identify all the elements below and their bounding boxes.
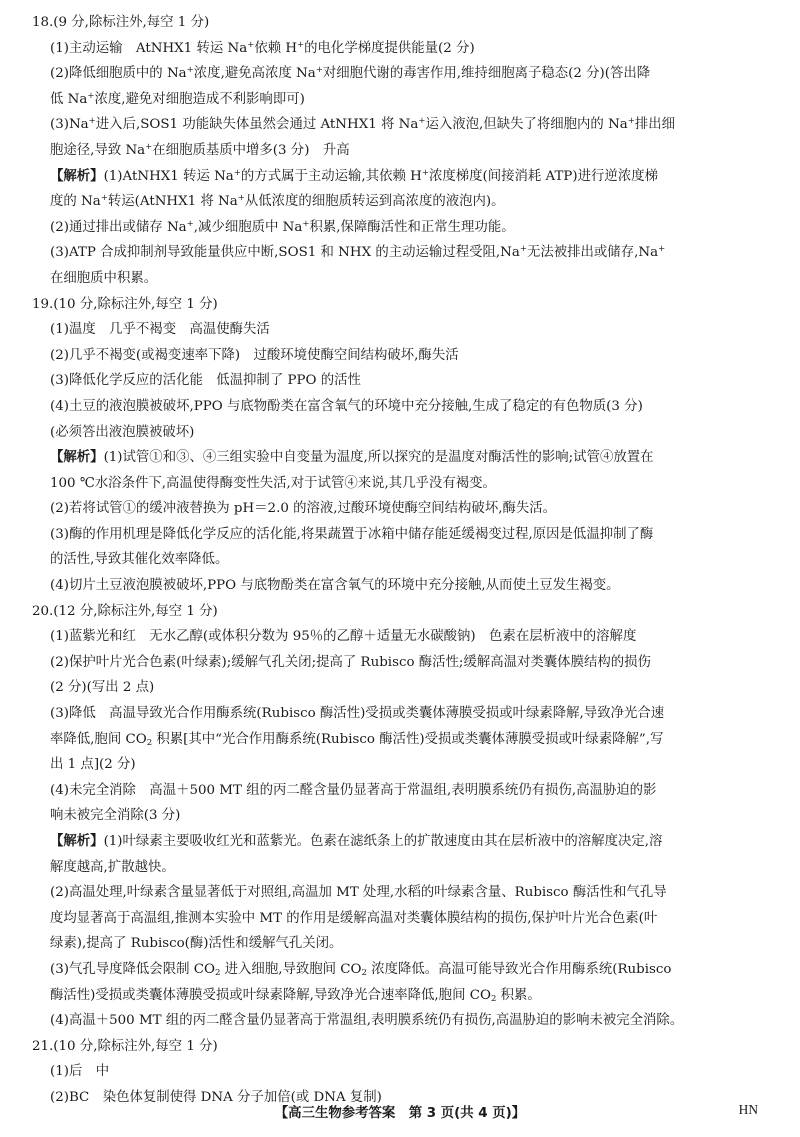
- answer-line: [32, 189, 780, 215]
- line-text: 解度越高,扩散越快。: [50, 859, 175, 875]
- answer-line: [32, 36, 780, 62]
- line-text: (1)后 中: [50, 1064, 110, 1080]
- line-text: (4)土豆的液泡膜被破坏,PPO 与底物酚类在富含氧气的环境中充分接触,生成了稳定的有色物质(3 分): [50, 398, 643, 414]
- line-text: 的活性,导致其催化效率降低。: [50, 552, 229, 568]
- answer-key-body: [32, 10, 780, 1111]
- answer-line: [32, 10, 780, 36]
- line-text: (3)Na+进入后,SOS1 功能缺失体虽然会通过 AtNHX1 将 Na+运入液泡,但缺失了将细胞内的 Na+排出细: [50, 116, 676, 133]
- line-text: 18.(9 分,除标注外,每空 1 分): [32, 15, 210, 30]
- line-text: (3)酶的作用机理是降低化学反应的活化能,将果蔬置于冰箱中储存能延缓褐变过程,原因是低温抑制了酶: [50, 526, 654, 542]
- answer-line: [32, 650, 780, 676]
- answer-line: [32, 931, 780, 957]
- answer-line: [32, 855, 780, 881]
- answer-line: [32, 138, 780, 164]
- footer-region-code: HN: [738, 1102, 758, 1117]
- line-text: 出 1 点](2 分): [50, 757, 136, 773]
- answer-line: [32, 957, 780, 983]
- answer-line: [32, 1008, 780, 1034]
- line-text: (1)叶绿素主要吸收红光和蓝紫光。色素在滤纸条上的扩散速度由其在层析液中的溶解度决定,溶: [103, 834, 663, 849]
- analysis-line: [32, 829, 780, 855]
- answer-line: [32, 292, 780, 318]
- analysis-line: [32, 164, 780, 190]
- answer-line: [32, 983, 780, 1009]
- line-text: (4)切片土豆液泡膜被破坏,PPO 与底物酚类在富含氧气的环境中充分接触,从而使土豆发生褐变。: [50, 578, 620, 594]
- answer-line: [32, 624, 780, 650]
- analysis-tag: 【解析】: [50, 450, 104, 466]
- answer-line: [32, 61, 780, 87]
- line-text: 度的 Na+转运(AtNHX1 将 Na+从低浓度的细胞质转运到高浓度的液泡内)。: [50, 193, 505, 210]
- answer-line: [32, 215, 780, 241]
- line-text: (1)试管①和③、④三组实验中自变量为温度,所以探究的是温度对酶活性的影响;试管④放置在: [103, 450, 654, 466]
- line-text: (2)BC 染色体复制使得 DNA 分子加倍(或 DNA 复制): [50, 1089, 382, 1105]
- answer-line: [32, 752, 780, 778]
- line-text: (3)降低 高温导致光合作用酶系统(Rubisco 酶活性)受损或类囊体薄膜受损或叶绿素降解,导致净光合速: [50, 706, 665, 722]
- answer-line: [32, 599, 780, 625]
- answer-line: [32, 420, 780, 446]
- line-text: (3)ATP 合成抑制剂导致能量供应中断,SOS1 和 NHX 的主动运输过程受阻,Na+无法被排出或储存,Na+: [50, 244, 666, 261]
- line-text: (2 分)(写出 2 点): [50, 680, 155, 696]
- footer-page-info: 【高三生物参考答案 第 3 页(共 4 页)】: [274, 1106, 526, 1121]
- line-text: (3)降低化学反应的活化能 低温抑制了 PPO 的活性: [50, 373, 361, 389]
- line-text: (4)高温＋500 MT 组的丙二醛含量仍显著高于常温组,表明膜系统仍有损伤,高温胁迫的影响未被完全消除。: [50, 1013, 684, 1029]
- answer-line: [32, 368, 780, 394]
- line-text: 胞途径,导致 Na+在细胞质基质中增多(3 分) 升高: [50, 141, 350, 158]
- line-text: (2)降低细胞质中的 Na+浓度,避免高浓度 Na+对细胞代谢的毒害作用,维持细胞离子稳态(2 分)(答出降: [50, 65, 651, 82]
- line-text: (1)AtNHX1 转运 Na+的方式属于主动运输,其依赖 H+浓度梯度(间接消耗 ATP)进行逆浓度梯: [103, 167, 658, 184]
- line-text: 度均显著高于高温组,推测本实验中 MT 的作用是缓解高温对类囊体膜结构的损伤,保护叶片光合色素(叶: [50, 910, 658, 926]
- answer-line: [32, 87, 780, 113]
- answer-line: [32, 394, 780, 420]
- line-text: (2)若将试管①的缓冲液替换为 pH＝2.0 的溶液,过酸环境使酶空间结构破坏,酶失活。: [50, 501, 557, 517]
- line-text: (1)温度 几乎不褐变 高温使酶失活: [50, 322, 270, 338]
- line-text: 19.(10 分,除标注外,每空 1 分): [32, 296, 218, 312]
- answer-line: [32, 266, 780, 292]
- answer-line: [32, 803, 780, 829]
- line-text: 20.(12 分,除标注外,每空 1 分): [32, 603, 218, 619]
- answer-line: [32, 317, 780, 343]
- line-text: 酶活性)受损或类囊体薄膜受损或叶绿素降解,导致净光合速率降低,胞间 $CO_2$ 积累。: [50, 987, 541, 1004]
- answer-line: [32, 112, 780, 138]
- line-text: 100 ℃水浴条件下,高温使得酶变性失活,对于试管④来说,其几乎没有褐变。: [50, 475, 496, 491]
- line-text: (必须答出液泡膜被破坏): [50, 424, 195, 440]
- answer-line: [32, 240, 780, 266]
- line-text: 绿素),提高了 Rubisco(酶)活性和缓解气孔关闭。: [50, 936, 343, 952]
- line-text: (2)高温处理,叶绿素含量显著低于对照组,高温加 MT 处理,水稻的叶绿素含量、Rubisco 酶活性和气孔导: [50, 885, 667, 901]
- answer-line: [32, 1059, 780, 1085]
- answer-line: [32, 906, 780, 932]
- line-text: (1)蓝紫光和红 无水乙醇(或体积分数为 95％的乙醇＋适量无水碳酸钠) 色素在层析液中的溶解度: [50, 629, 637, 645]
- line-text: 率降低,胞间 $CO_2$ 积累[其中“光合作用酶系统(Rubisco 酶活性)受损或类囊体薄膜受损或叶绿素降解”,写: [50, 731, 664, 748]
- answer-line: [32, 675, 780, 701]
- line-text: (2)几乎不褐变(或褐变速率下降) 过酸环境使酶空间结构破坏,酶失活: [50, 347, 459, 363]
- line-text: 在细胞质中积累。: [50, 270, 158, 286]
- answer-line: [32, 522, 780, 548]
- line-text: (4)未完全消除 高温＋500 MT 组的丙二醛含量仍显著高于常温组,表明膜系统仍有损伤,高温胁迫的影: [50, 782, 657, 798]
- answer-line: [32, 778, 780, 804]
- answer-line: [32, 880, 780, 906]
- line-text: (2)保护叶片光合色素(叶绿素);缓解气孔关闭;提高了 Rubisco 酶活性;缓解高温对类囊体膜结构的损伤: [50, 654, 651, 670]
- analysis-line: [32, 445, 780, 471]
- answer-line: [32, 496, 780, 522]
- answer-line: [32, 701, 780, 727]
- answer-line: [32, 343, 780, 369]
- line-text: 响未被完全消除(3 分): [50, 808, 181, 824]
- answer-line: [32, 727, 780, 753]
- line-text: (3)气孔导度降低会限制 $CO_2$ 进入细胞,导致胞间 $CO_2$ 浓度降低。高温可能导致光合作用酶系统(Rubisco: [50, 961, 672, 978]
- analysis-tag: 【解析】: [50, 834, 104, 849]
- answer-line: [32, 471, 780, 497]
- line-text: (1)主动运输 AtNHX1 转运 Na+依赖 H+的电化学梯度提供能量(2 分): [50, 39, 475, 56]
- answer-line: [32, 1034, 780, 1060]
- analysis-tag: 【解析】: [50, 168, 104, 184]
- answer-line: [32, 573, 780, 599]
- line-text: 低 Na+浓度,避免对细胞造成不利影响即可): [50, 90, 305, 107]
- line-text: (2)通过排出或储存 Na+,减少细胞质中 Na+积累,保障酶活性和正常生理功能。: [50, 218, 515, 235]
- line-text: 21.(10 分,除标注外,每空 1 分): [32, 1038, 218, 1054]
- page-footer: [0, 1102, 800, 1124]
- answer-line: [32, 547, 780, 573]
